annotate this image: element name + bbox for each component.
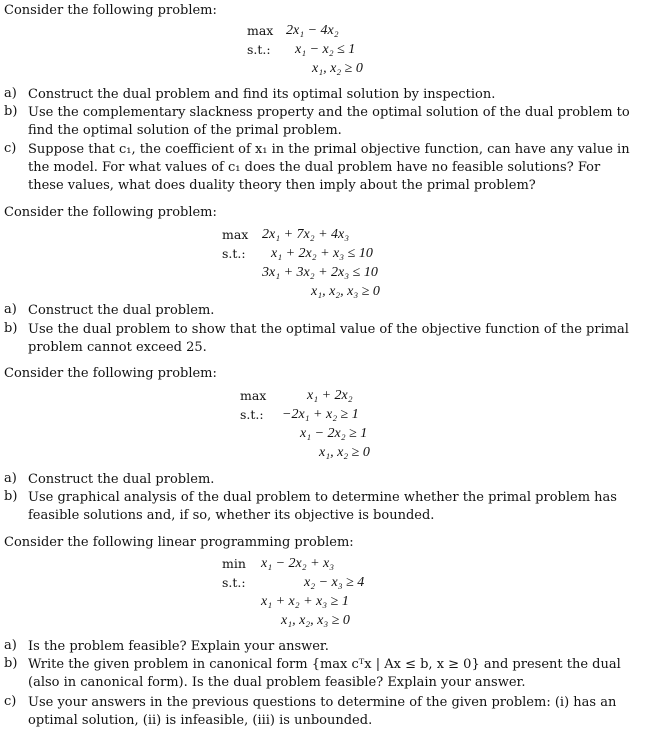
objective-function: x₁ + 2x₂ [307,388,353,403]
objective-function: 2x₁ + 7x₂ + 4x₃ [262,227,350,242]
objective-keyword: max [240,388,267,403]
constraint: −2x₁ + x₂ ≥ 1 [282,407,359,422]
constraint: x₁ + x₂ + x₃ ≥ 1 [261,594,349,609]
constraint: 3x₁ + 3x₂ + 2x₃ ≤ 10 [262,265,378,280]
problem-1-question-a: a) Construct the dual problem and find its optimal solution by inspection. [4,86,496,102]
problem-1-question-c: c) Suppose that c₁, the coefficient of x₁ in the primal objective function, can have any value in the model. For what values of c₁ does the dual problem have no feasible solutions? For these values, what does duality theory then imply about the primal problem? [4,141,630,193]
subject-to-keyword: s.t.: [240,407,264,422]
problem-3-question-a: a) Construct the dual problem. [4,471,215,487]
objective-keyword: max [247,23,274,38]
subject-to-keyword: s.t.: [222,575,246,590]
problem-3-question-b: b) Use graphical analysis of the dual problem to determine whether the primal problem has feasible solutions and, if so, whether its objective is bounded. [4,489,617,523]
problem-2-question-a: a) Construct the dual problem. [4,302,215,318]
constraint: x₁ + 2x₂ + x₃ ≤ 10 [271,246,373,261]
nonnegativity-constraint: x₁, x₂, x₃ ≥ 0 [281,613,350,628]
subject-to-keyword: s.t.: [247,42,271,57]
problem-4-question-a: a) Is the problem feasible? Explain your answer. [4,638,329,654]
problem-1-question-b: b) Use the complementary slackness property and the optimal solution of the dual problem to find the optimal solution of the primal problem. [4,104,630,138]
problem-2-question-b: b) Use the dual problem to show that the optimal value of the objective function of the primal problem cannot exceed 25. [4,321,629,355]
objective-keyword: max [222,227,249,242]
nonnegativity-constraint: x₁, x₂, x₃ ≥ 0 [311,284,380,299]
constraint: x₁ − x₂ ≤ 1 [295,42,356,57]
problem-3-intro: Consider the following problem: [4,366,217,381]
nonnegativity-constraint: x₁, x₂ ≥ 0 [319,445,370,460]
objective-keyword: min [222,556,246,571]
problem-2-intro: Consider the following problem: [4,205,217,220]
subject-to-keyword: s.t.: [222,246,246,261]
problem-4-question-c: c) Use your answers in the previous questions to determine of the given problem: (i) has an optimal solution, (ii) is infeasible, (iii) is unbounded. [4,694,617,728]
objective-function: x₁ − 2x₂ + x₃ [261,556,335,571]
objective-function: 2x₁ − 4x₂ [286,23,339,38]
nonnegativity-constraint: x₁, x₂ ≥ 0 [312,61,363,76]
problem-4-question-b: b) Write the given problem in canonical form {max cᵀx | Ax ≤ b, x ≥ 0} and present the dual (also in canonical form). Is the dual problem feasible? Explain your answer. [4,656,621,690]
problem-1-intro: Consider the following problem: [4,3,217,18]
problem-4-intro: Consider the following linear programming problem: [4,535,354,550]
constraint: x₂ − x₃ ≥ 4 [304,575,365,590]
constraint: x₁ − 2x₂ ≥ 1 [300,426,368,441]
